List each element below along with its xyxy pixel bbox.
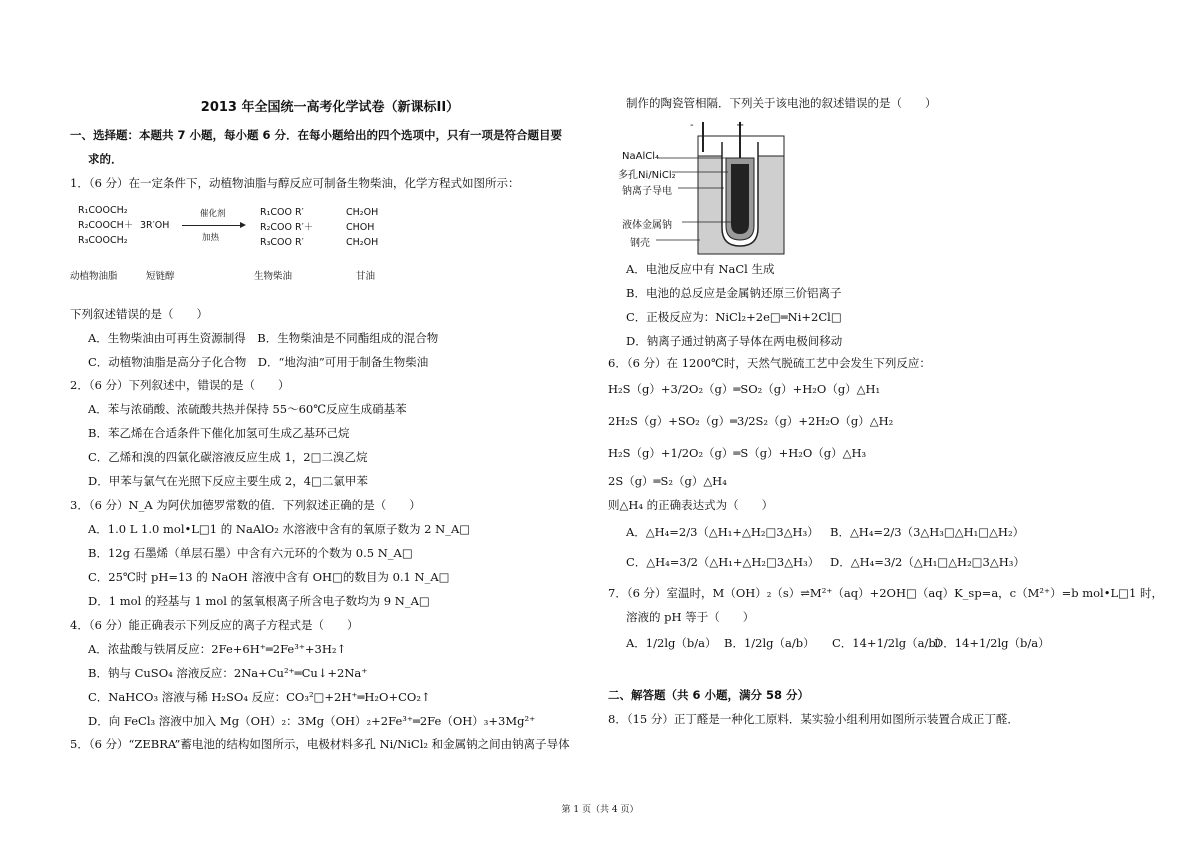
battery-label-ni: 多孔Ni/NiCl₂ <box>618 170 676 181</box>
q5-option-a: A．电池反应中有 NaCl 生成 <box>626 262 775 276</box>
battery-label-conductor: 钠离子导电 <box>622 186 672 197</box>
q3-option-b: B．12g 石墨烯（单层石墨）中含有六元环的个数为 0.5 N_A□ <box>88 546 413 560</box>
biodiesel-reaction-figure <box>70 203 438 293</box>
q6-option-b: B．△H₄=2/3（3△H₃□△H₁□△H₂） <box>830 525 1025 539</box>
q5-stem: 5．（6 分）“ZEBRA”蓄电池的结构如图所示，电极材料多孔 Ni/NiCl₂ 和金属钠之间由钠离子导体 <box>70 737 570 751</box>
q2-stem: 2．（6 分）下列叙述中，错误的是（ ） <box>70 378 290 392</box>
label-glycerol: 甘油 <box>356 271 376 282</box>
q7-stem: 7．（6 分）室温时，M（OH）₂（s）⇌M²⁺（aq）+2OH□（aq）K_sp=a，c（M²⁺）=b mol•L□1 时， <box>608 586 1163 600</box>
q6-option-c: C．△H₄=3/2（△H₁+△H₂□3△H₃） <box>626 555 820 569</box>
reaction-arrowhead <box>240 222 246 228</box>
q3-option-d: D．1 mol 的羟基与 1 mol 的氢氧根离子所含电子数均为 9 N_A□ <box>88 594 430 608</box>
negative-lead <box>702 122 704 152</box>
product-line-3: R₃COO R′ <box>260 237 304 248</box>
reactant-line-2: R₂COOCH＋ <box>78 220 134 231</box>
q6-eq-3: H₂S（g）+1/2O₂（g）═S（g）+H₂O（g）△H₃ <box>608 446 867 460</box>
q3-stem: 3．（6 分）N_A 为阿伏加德罗常数的值．下列叙述正确的是（ ） <box>70 498 421 512</box>
glycerol-line-3: CH₂OH <box>346 237 379 248</box>
q1-ask: 下列叙述错误的是（ ） <box>70 307 208 321</box>
catalyst-label: 催化剂 <box>200 209 226 219</box>
section-1-heading: 一、选择题：本题共 7 小题，每小题 6 分．在每小题给出的四个选项中，只有一项是符合题目要 <box>70 128 563 142</box>
q7-option-c: C．14+1/2lg（a/b） <box>832 636 948 650</box>
q2-option-b: B．苯乙烯在合适条件下催化加氢可生成乙基环己烷 <box>88 426 350 440</box>
q3-option-c: C．25℃时 pH=13 的 NaOH 溶液中含有 OH□的数目为 0.1 N_A□ <box>88 570 450 584</box>
reactant-line-1: R₁COOCH₂ <box>78 205 128 216</box>
section-2-heading: 二、解答题（共 6 小题，满分 58 分） <box>608 688 810 702</box>
reaction-arrow <box>182 225 240 226</box>
q2-option-a: A．苯与浓硝酸、浓硫酸共热并保持 55～60℃反应生成硝基苯 <box>88 402 407 416</box>
label-oil: 动植物油脂 <box>70 271 118 282</box>
q7-option-d: D．14+1/2lg（b/a） <box>934 636 1050 650</box>
q7-option-b: B．1/2lg（a/b） <box>724 636 815 650</box>
q6-option-a: A．△H₄=2/3（△H₁+△H₂□3△H₃） <box>626 525 819 539</box>
battery-label-sodium: 液体金属钠 <box>622 220 672 231</box>
q2-option-d: D．甲苯与氯气在光照下反应主要生成 2，4□二氯甲苯 <box>88 474 368 488</box>
q5-option-b: B．电池的总反应是金属钠还原三价铝离子 <box>626 286 842 300</box>
battery-label-shell: 钢壳 <box>630 238 650 249</box>
liquid-sodium <box>731 164 749 234</box>
heat-label: 加热 <box>202 233 220 243</box>
label-alcohol: 短链醇 <box>146 271 175 282</box>
alcohol-reagent: 3R′OH <box>140 220 170 231</box>
page-title: 2013 年全国统一高考化学试卷（新课标II） <box>200 100 460 115</box>
q7-stem-cont: 溶液的 pH 等于（ ） <box>626 610 755 624</box>
q1-options-ab: A．生物柴油由可再生资源制得 B．生物柴油是不同酯组成的混合物 <box>88 331 439 345</box>
glycerol-line-1: CH₂OH <box>346 207 379 218</box>
q5-option-d: D．钠离子通过钠离子导体在两电极间移动 <box>626 334 843 348</box>
q4-option-c: C．NaHCO₃ 溶液与稀 H₂SO₄ 反应：CO₃²□+2H⁺═H₂O+CO₂↑ <box>88 690 431 704</box>
q4-option-d: D．向 FeCl₃ 溶液中加入 Mg（OH）₂：3Mg（OH）₂+2Fe³⁺═2Fe（OH）₃+3Mg²⁺ <box>88 714 536 728</box>
q3-option-a: A．1.0 L 1.0 mol•L□1 的 NaAlO₂ 水溶液中含有的氧原子数为 2 N_A□ <box>88 522 471 536</box>
page-footer: 第 1 页（共 4 页） <box>561 805 639 815</box>
battery-plus-label: + <box>736 120 745 131</box>
q2-option-c: C．乙烯和溴的四氯化碳溶液反应生成 1，2□二溴乙烷 <box>88 450 368 464</box>
battery-label-naalcl4: NaAlCl₄ <box>622 151 659 162</box>
q6-eq-4: 2S（g）═S₂（g）△H₄ <box>608 474 727 488</box>
q6-option-d: D．△H₄=3/2（△H₁□△H₂□3△H₃） <box>830 555 1025 569</box>
product-line-1: R₁COO R′ <box>260 207 304 218</box>
q5-stem-cont: 制作的陶瓷管相隔．下列关于该电池的叙述错误的是（ ） <box>626 96 937 110</box>
q6-stem: 6．（6 分）在 1200℃时，天然气脱硫工艺中会发生下列反应： <box>608 356 931 370</box>
q1-options-cd: C．动植物油脂是高分子化合物 D．“地沟油”可用于制备生物柴油 <box>88 355 429 369</box>
q8-stem: 8．（15 分）正丁醛是一种化工原料．某实验小组利用如图所示装置合成正丁醛． <box>608 712 1019 726</box>
q1-stem: 1．（6 分）在一定条件下，动植物油脂与醇反应可制备生物柴油，化学方程式如图所示： <box>70 176 520 190</box>
q7-option-a: A．1/2lg（b/a） <box>626 636 717 650</box>
q4-option-a: A．浓盐酸与铁屑反应：2Fe+6H⁺═2Fe³⁺+3H₂↑ <box>88 642 347 656</box>
label-biodiesel: 生物柴油 <box>254 271 293 282</box>
q5-option-c: C．正极反应为：NiCl₂+2e□═Ni+2Cl□ <box>626 310 842 324</box>
q4-option-b: B．钠与 CuSO₄ 溶液反应：2Na+Cu²⁺═Cu↓+2Na⁺ <box>88 666 368 680</box>
reactant-line-3: R₃COOCH₂ <box>78 235 128 246</box>
q6-ask: 则△H₄ 的正确表达式为（ ） <box>608 498 774 512</box>
q6-eq-2: 2H₂S（g）+SO₂（g）═3/2S₂（g）+2H₂O（g）△H₂ <box>608 414 894 428</box>
q6-eq-1: H₂S（g）+3/2O₂（g）═SO₂（g）+H₂O（g）△H₁ <box>608 382 881 396</box>
product-line-2: R₂COO R′＋ <box>260 222 314 233</box>
battery-minus-label: - <box>690 120 694 131</box>
glycerol-line-2: CHOH <box>346 222 375 233</box>
q4-stem: 4．（6 分）能正确表示下列反应的离子方程式是（ ） <box>70 618 359 632</box>
section-1-heading-cont: 求的． <box>88 152 123 166</box>
